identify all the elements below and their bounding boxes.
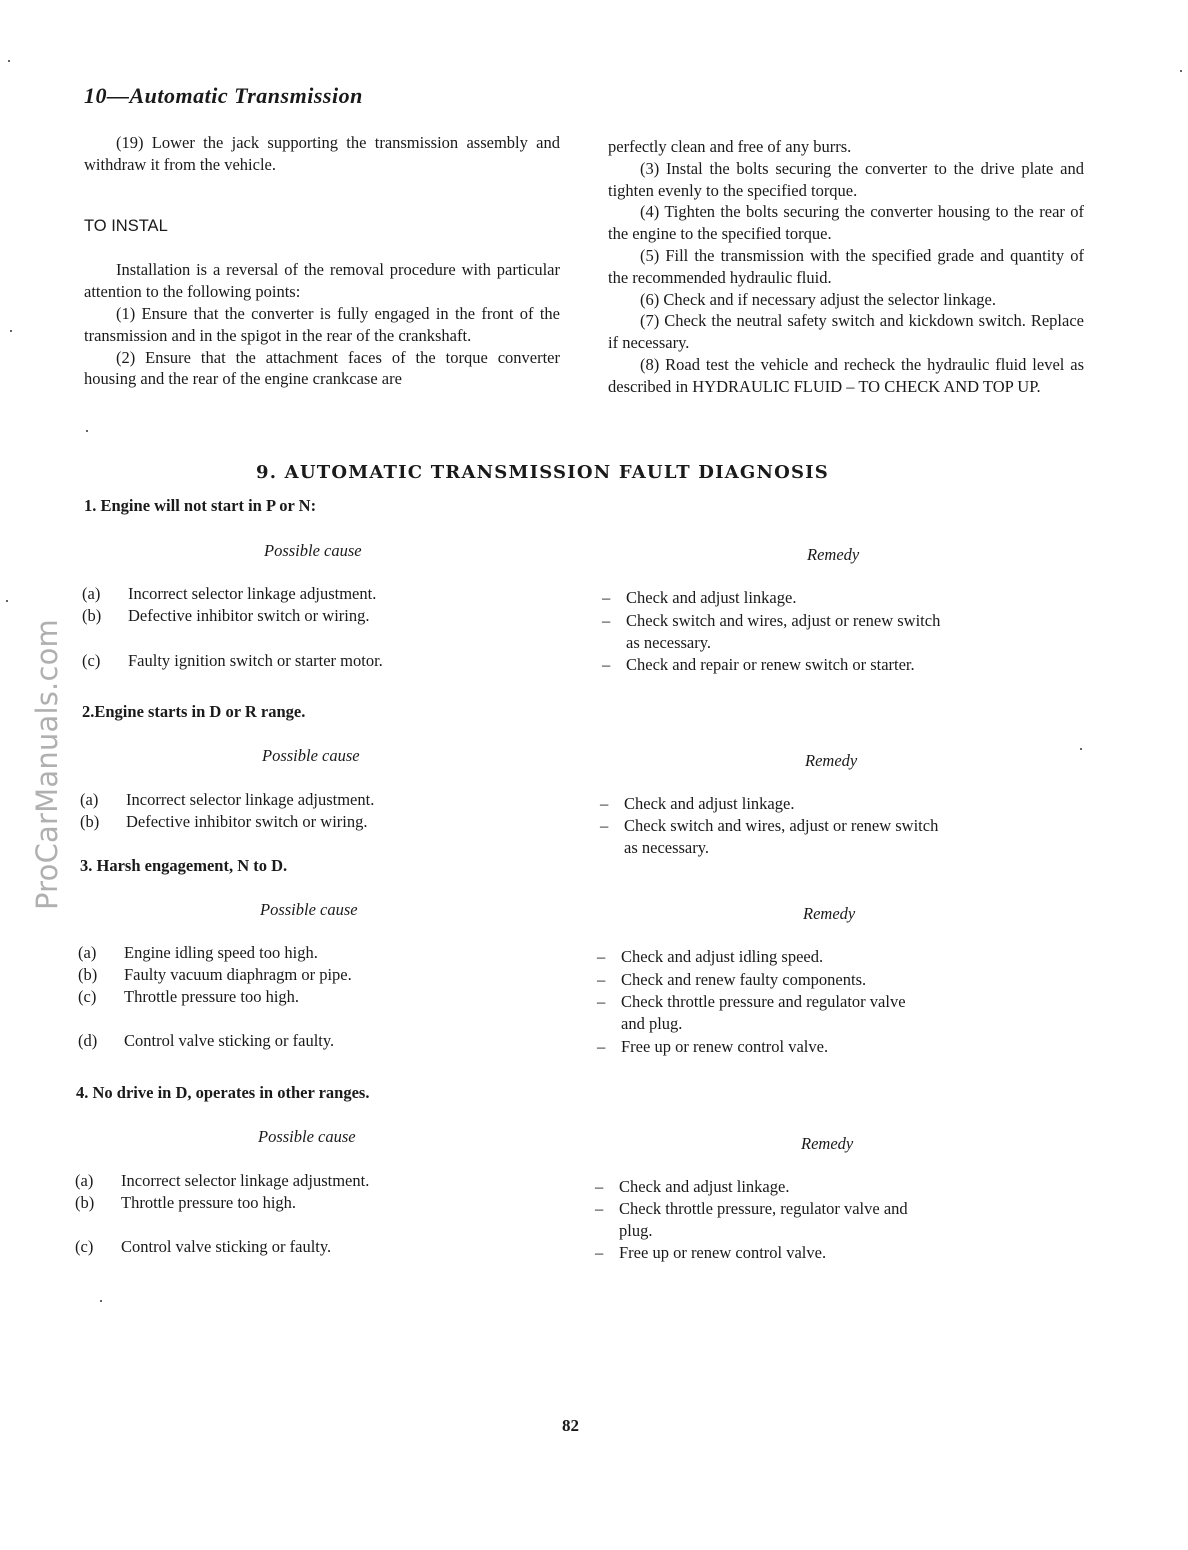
install-intro: Installation is a reversal of the removal procedure with particular attention to the following points: (84, 260, 560, 302)
watermark: ProCarManuals.com (30, 619, 64, 910)
scan-speck (1080, 748, 1082, 750)
fault-4-title: 4. No drive in D, operates in other ranges. (76, 1083, 370, 1102)
fault-4-cause-a: (a) Incorrect selector linkage adjustment. (75, 1171, 370, 1190)
fault-4-remedy-3: – Free up or renew control valve. (595, 1243, 827, 1262)
fault-2-cause-header: Possible cause (262, 746, 360, 765)
fault-4-remedy-1: – Check and adjust linkage. (595, 1177, 790, 1196)
install-point-8: (8) Road test the vehicle and recheck the hydraulic fluid level as described in HYDRAULIC FLUID – TO CHECK AND TOP UP. (608, 354, 1084, 396)
fault-2-remedy-1: – Check and adjust linkage. (600, 794, 795, 813)
fault-1-cause-a: (a) Incorrect selector linkage adjustment. (82, 584, 377, 603)
fault-1-remedy-header: Remedy (807, 545, 860, 564)
subheading-to-instal: TO INSTAL (84, 216, 168, 235)
fault-1-cause-header: Possible cause (264, 541, 362, 560)
install-point-6: (6) Check and if necessary adjust the selector linkage. (640, 289, 996, 309)
fault-2-cause-a: (a) Incorrect selector linkage adjustment. (80, 790, 375, 809)
fault-4-cause-c: (c) Control valve sticking or faulty. (75, 1237, 332, 1256)
install-point-2: (2) Ensure that the attachment faces of the torque converter housing and the rear of the engine crankcase are (84, 347, 560, 389)
fault-3-cause-b: (b) Faulty vacuum diaphragm or pipe. (78, 965, 352, 984)
fault-3-title: 3. Harsh engagement, N to D. (80, 856, 288, 875)
install-point-7: (7) Check the neutral safety switch and kickdown switch. Replace if necessary. (608, 311, 1084, 353)
fault-2-cause-b: (b) Defective inhibitor switch or wiring. (80, 812, 368, 831)
fault-4-remedy-header: Remedy (801, 1134, 854, 1153)
fault-4-cause-b: (b) Throttle pressure too high. (75, 1193, 297, 1212)
left-column (84, 132, 560, 390)
fault-1-title: 1. Engine will not start in P or N: (84, 496, 317, 515)
scan-speck (86, 430, 88, 432)
install-point-1: (1) Ensure that the converter is fully engaged in the front of the transmission and in the spigot in the rear of the crankshaft. (84, 303, 560, 345)
fault-1-remedy-2: – Check switch and wires, adjust or renew switch as necessary. (602, 611, 941, 652)
scan-speck (10, 330, 12, 332)
fault-3-remedy-3: – Check throttle pressure and regulator valve and plug. (597, 992, 906, 1033)
fault-3-remedy-2: – Check and renew faulty components. (597, 970, 867, 989)
fault-1-remedy-3: – Check and repair or renew switch or starter. (602, 655, 915, 674)
fault-2-title: 2.Engine starts in D or R range. (82, 702, 306, 721)
right-column (608, 136, 1084, 398)
continuation-text: perfectly clean and free of any burrs. (608, 137, 852, 156)
fault-2-remedy-header: Remedy (805, 751, 858, 770)
scan-speck (6, 600, 8, 602)
fault-1-cause-b: (b) Defective inhibitor switch or wiring. (82, 606, 370, 625)
fault-1-remedy-1: – Check and adjust linkage. (602, 588, 797, 607)
fault-1-cause-c: (c) Faulty ignition switch or starter motor. (82, 651, 383, 670)
paragraph-19: (19) Lower the jack supporting the transmission assembly and withdraw it from the vehicle. (84, 133, 560, 174)
scan-speck (8, 60, 10, 62)
fault-4-cause-header: Possible cause (258, 1127, 356, 1146)
running-head: 10—Automatic Transmission (84, 83, 363, 108)
scan-speck (100, 1300, 102, 1302)
fault-2-remedy-2: – Check switch and wires, adjust or renew switch as necessary. (600, 816, 939, 857)
fault-3-remedy-4: – Free up or renew control valve. (597, 1037, 829, 1056)
fault-3-cause-c: (c) Throttle pressure too high. (78, 987, 300, 1006)
fault-3-cause-d: (d) Control valve sticking or faulty. (78, 1031, 335, 1050)
install-point-4: (4) Tighten the bolts securing the converter housing to the rear of the engine to the specified torque. (608, 202, 1084, 244)
section-title: 9. AUTOMATIC TRANSMISSION FAULT DIAGNOSIS (256, 462, 830, 483)
fault-3-cause-a: (a) Engine idling speed too high. (78, 943, 318, 962)
fault-3-cause-header: Possible cause (260, 900, 358, 919)
install-point-3: (3) Instal the bolts securing the converter to the drive plate and tighten evenly to the specified torque. (608, 158, 1084, 200)
install-point-5: (5) Fill the transmission with the specified grade and quantity of the recommended hydraulic fluid. (608, 245, 1084, 287)
fault-3-remedy-header: Remedy (803, 904, 856, 923)
scan-speck (1180, 70, 1182, 72)
page-number: 82 (562, 1416, 579, 1435)
fault-3-remedy-1: – Check and adjust idling speed. (597, 947, 824, 966)
fault-4-remedy-2: – Check throttle pressure, regulator valve and plug. (595, 1199, 908, 1240)
